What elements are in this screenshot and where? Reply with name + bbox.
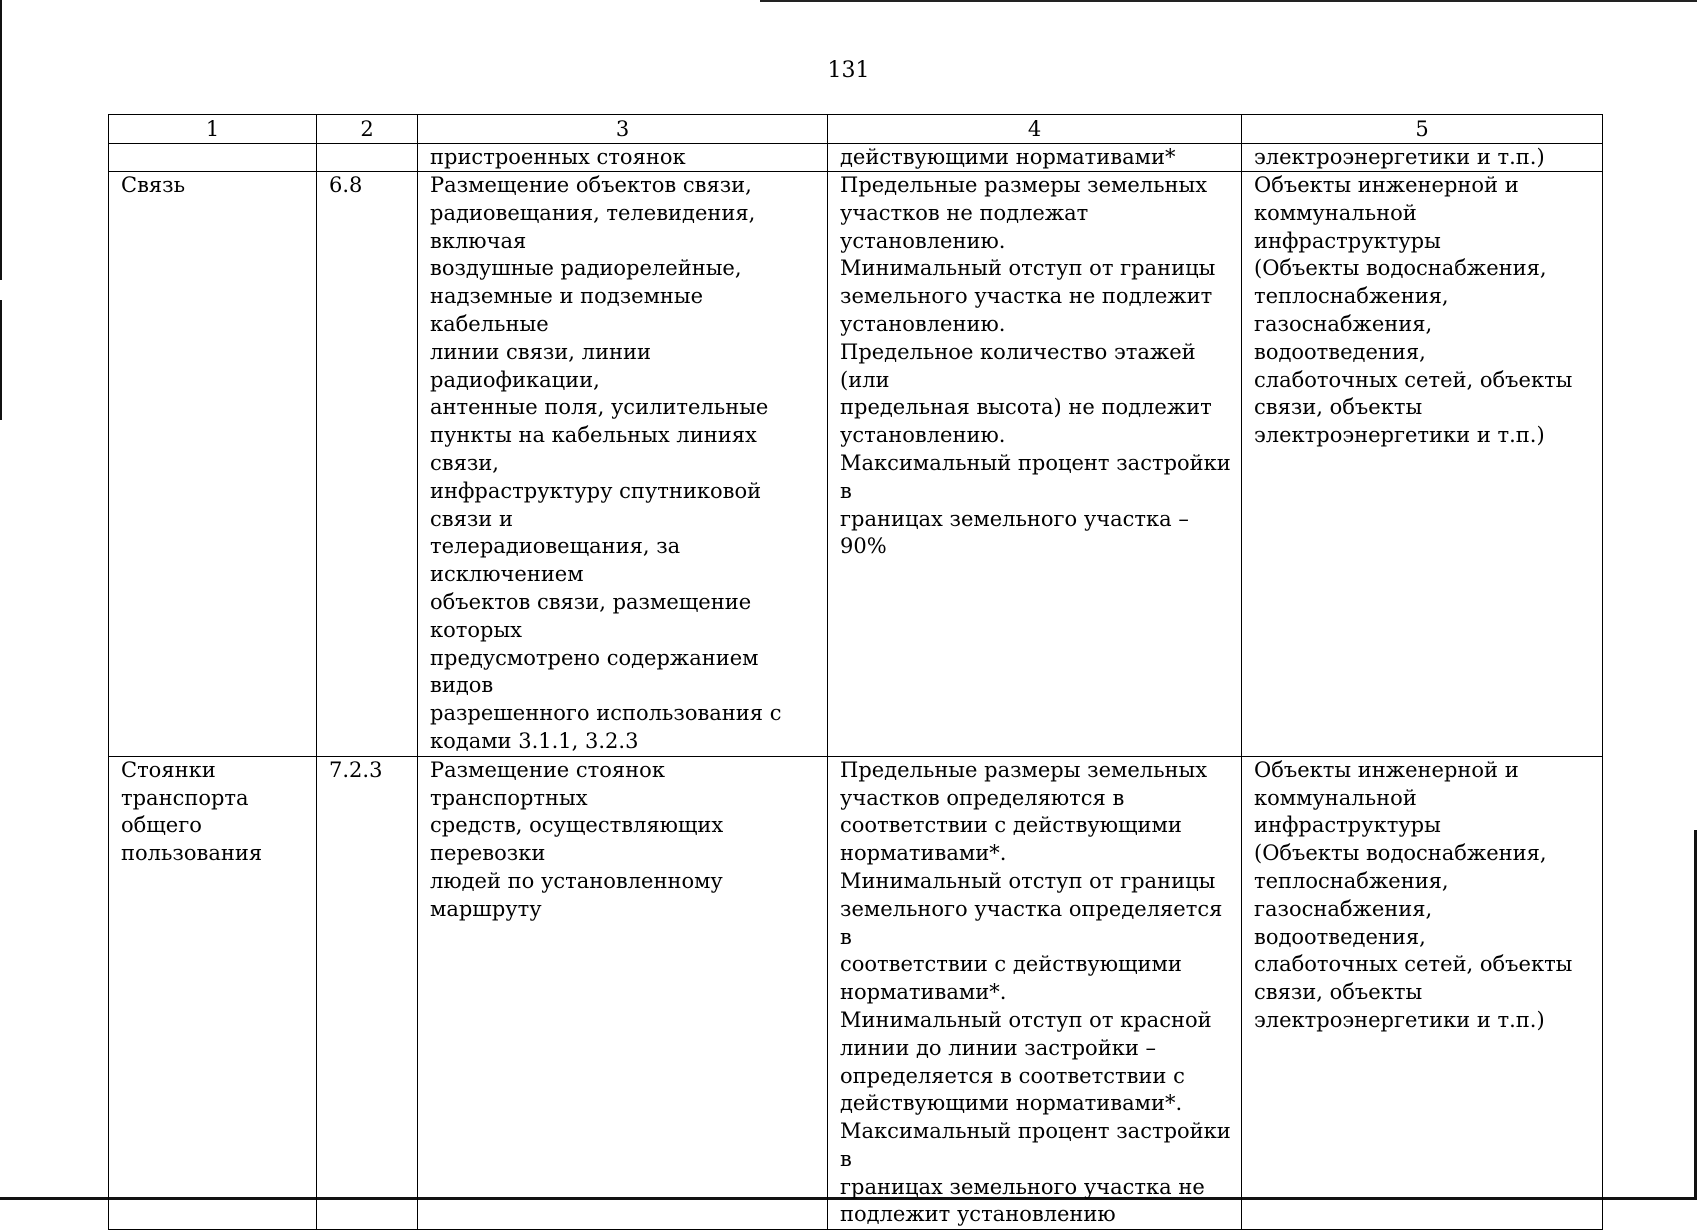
continuation-row [109, 144, 1603, 172]
zoning-table [108, 114, 1603, 1230]
scan-edge-left [0, 0, 2, 280]
use-name-cell: Связь [109, 172, 317, 757]
page-number: 131 [827, 58, 870, 83]
continuation-cell-4: действующими нормативами* [828, 144, 1242, 172]
scan-edge-top [760, 0, 1697, 2]
continuation-cell-1 [109, 144, 317, 172]
use-name-cell: Стоянки транспорта общего пользования [109, 756, 317, 1230]
continuation-cell-5: электроэнергетики и т.п.) [1242, 144, 1603, 172]
use-description-cell: Размещение объектов связи, радиовещания, телевидения, включая воздушные радиорелейные, надземные и подземные кабельные линии связи, линии радиофикации, антенные поля, усилительные пункты на кабельных линиях связи, инфраструктуру спутниковой связи и телерадиовещания, за исключением объектов связи, размещение которых предусмотрено содержанием видов разрешенного использования с кодами 3.1.1, 3.2.3 [418, 172, 828, 757]
column-number-4: 4 [828, 115, 1242, 144]
use-code-cell: 6.8 [317, 172, 418, 757]
auxiliary-uses-cell: Объекты инженерной и коммунальной инфраструктуры (Объекты водоснабжения, теплоснабжения, газоснабжения, водоотведения, слаботочных сетей, объекты связи, объекты электроэнергетики и т.п.) [1242, 756, 1603, 1230]
column-number-2: 2 [317, 115, 418, 144]
continuation-cell-2 [317, 144, 418, 172]
auxiliary-uses-cell: Объекты инженерной и коммунальной инфраструктуры (Объекты водоснабжения, теплоснабжения, газоснабжения, водоотведения, слаботочных сетей, объекты связи, объекты электроэнергетики и т.п.) [1242, 172, 1603, 757]
continuation-cell-3: пристроенных стоянок [418, 144, 828, 172]
column-number-1: 1 [109, 115, 317, 144]
table-row [109, 756, 1603, 1230]
use-description-cell: Размещение стоянок транспортных средств, осуществляющих перевозки людей по установленному маршруту [418, 756, 828, 1230]
use-code-cell: 7.2.3 [317, 756, 418, 1230]
column-number-header-row [109, 115, 1603, 144]
parameters-cell: Предельные размеры земельных участков не подлежат установлению. Минимальный отступ от границы земельного участка не подлежит установлению. Предельное количество этажей (или предельная высота) не подлежит установлению. Максимальный процент застройки в границах земельного участка – 90% [828, 172, 1242, 757]
scan-edge-left-lower [0, 300, 2, 420]
column-number-5: 5 [1242, 115, 1603, 144]
table-row [109, 172, 1603, 757]
column-number-3: 3 [418, 115, 828, 144]
parameters-cell: Предельные размеры земельных участков определяются в соответствии с действующими нормативами*. Минимальный отступ от границы земельного участка определяется в соответствии с действующими нормативами*. Минимальный отступ от красной линии до линии застройки – определяется в соответствии с действующими нормативами*. Максимальный процент застройки в границах земельного участка не подлежит установлению [828, 756, 1242, 1230]
